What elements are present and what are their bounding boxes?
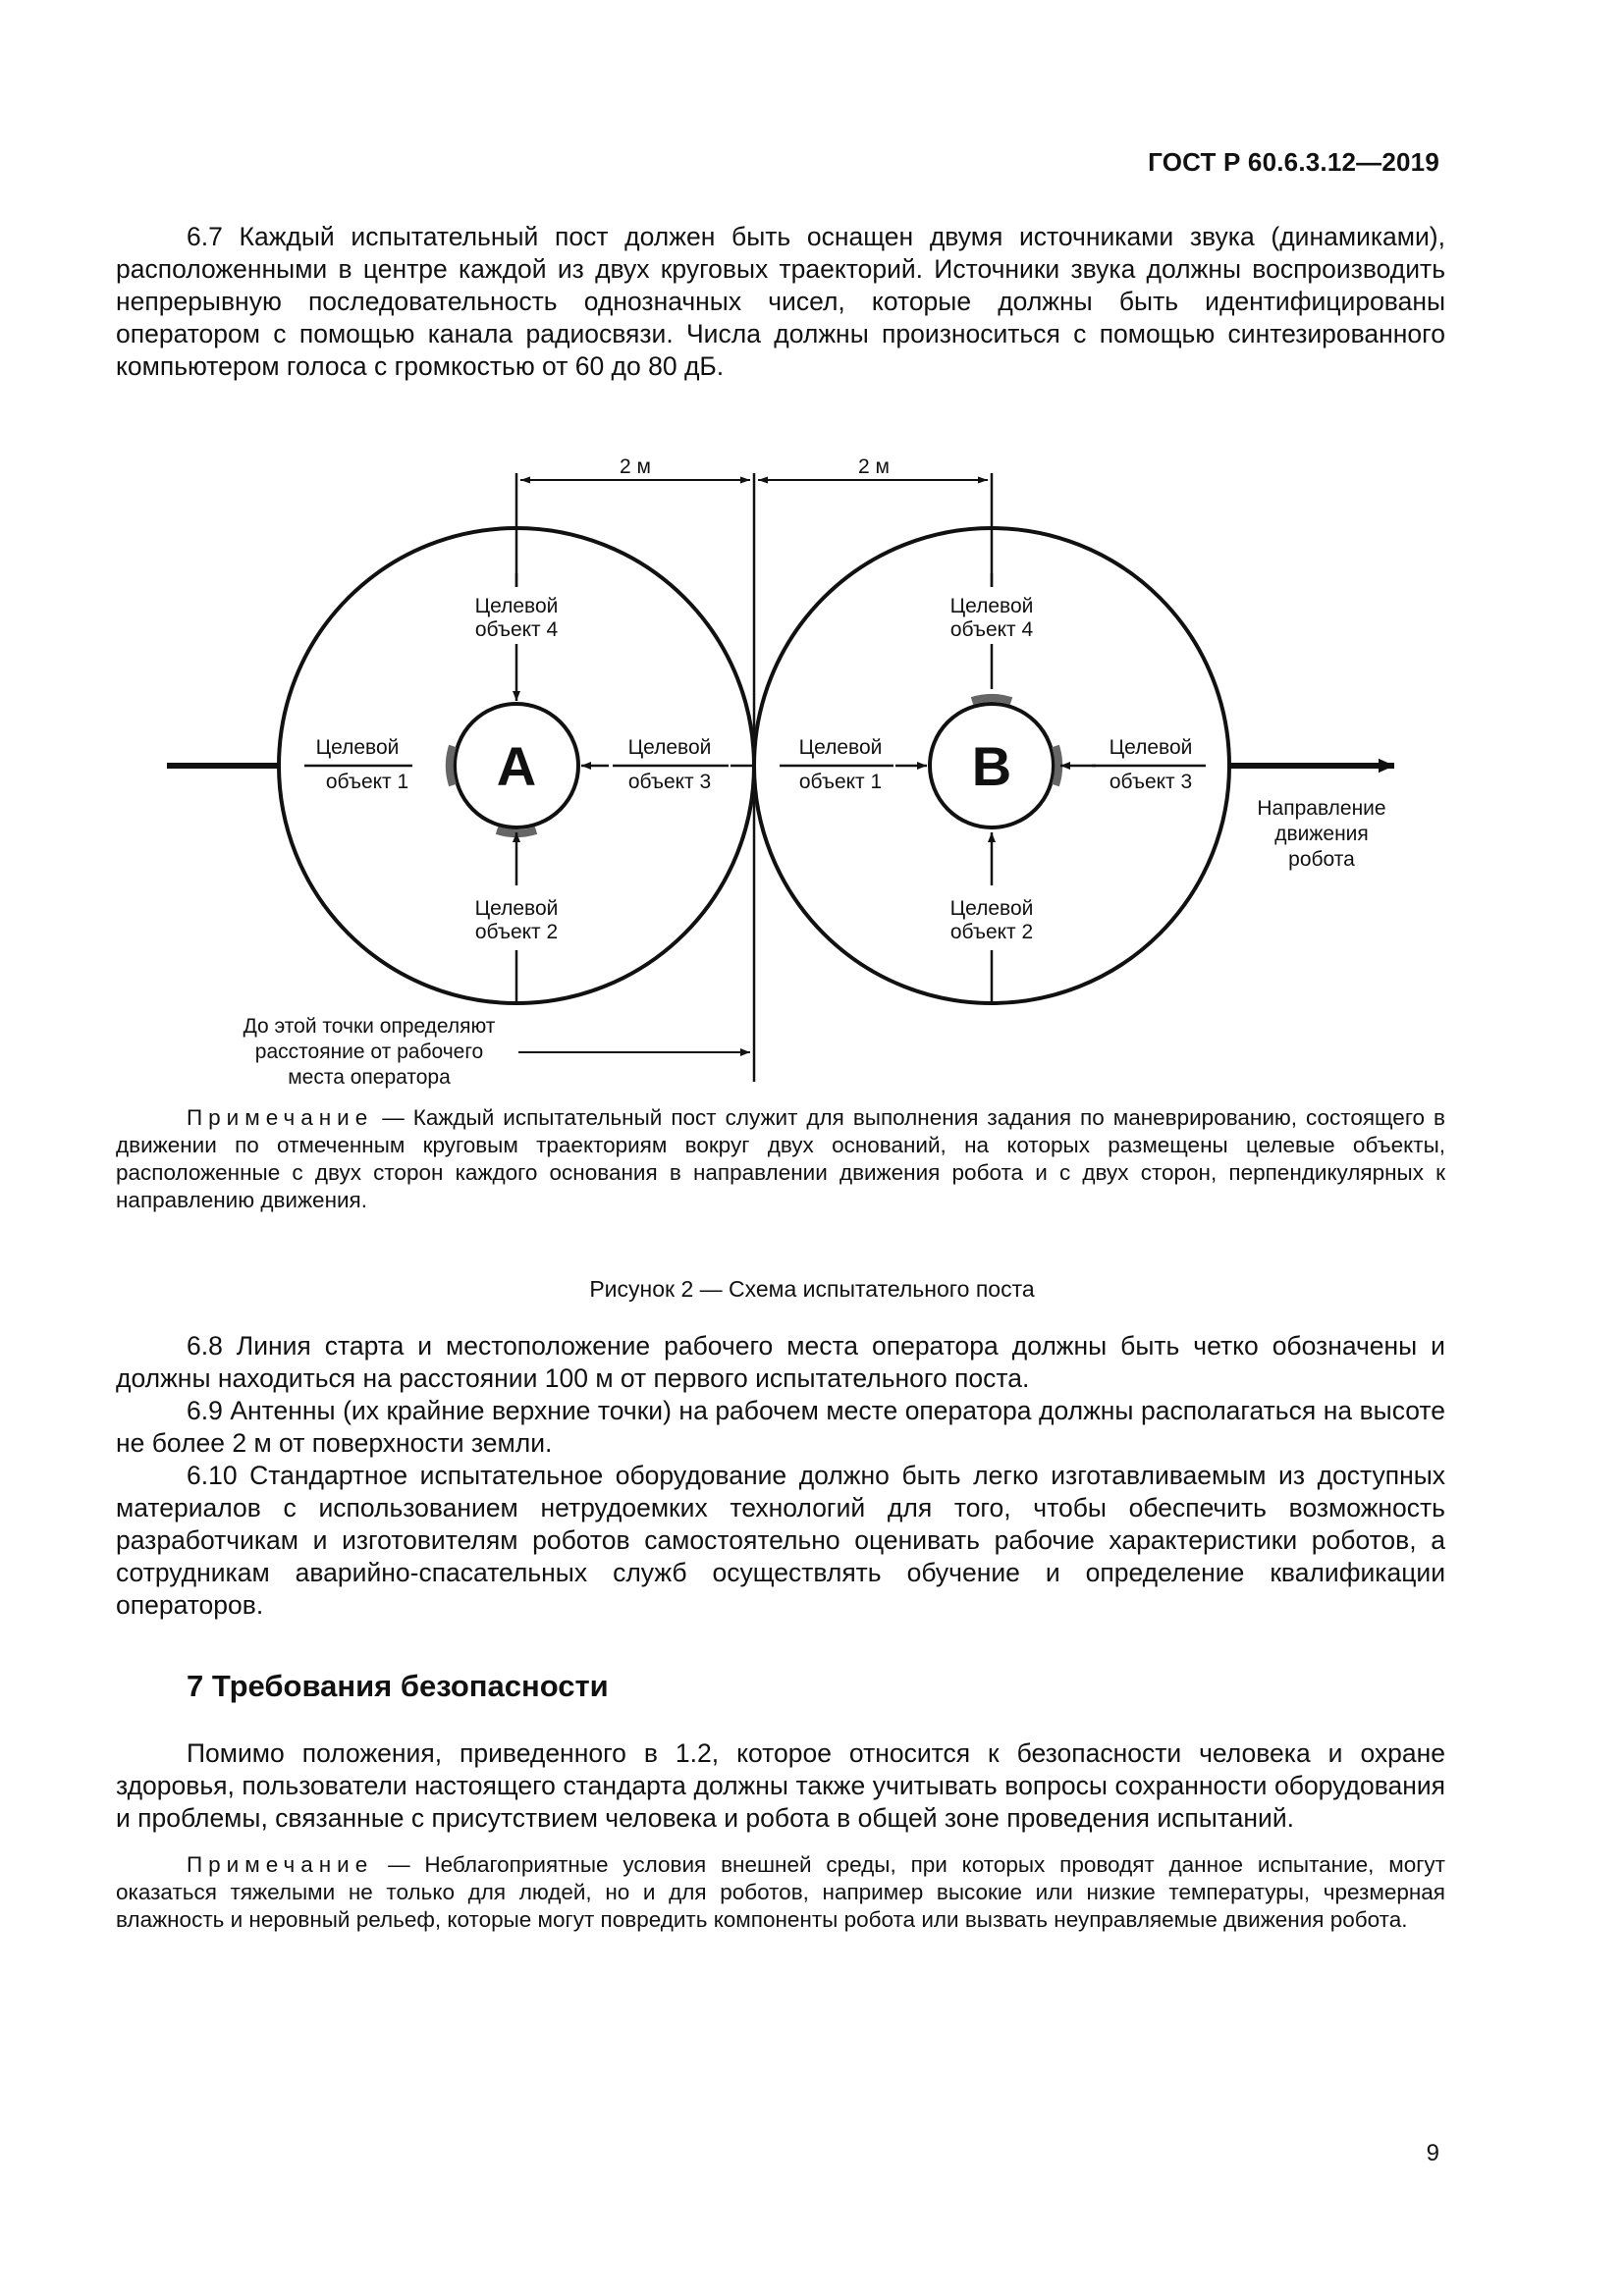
label-a-target1-word: Целевой [315,736,400,759]
section-7-note-text: — Неблагоприятные условия внешней среды, при которых проводят данное испытание, могут оказаться тяжелыми не только для людей, но и для роботов, например высокие или низкие температуры, чрезмерная влажность и неровный рельеф, которые могут повредить компоненты робота или вызвать неуправляемые движения робота. [116,1852,1445,1932]
target-marker-b-right [1056,746,1058,785]
dim-label-left: 2 м [620,455,651,478]
label-b-target2: объект 2 [949,921,1034,943]
paragraph-6-8: 6.8 Линия старта и местоположение рабочего места оператора должны быть четко обозначены и должны находиться на расстоянии 100 м от первого испытательного поста. [116,1331,1445,1393]
direction-label-line3: робота [1288,848,1355,871]
label-a-target4-word: Целевой [474,595,559,617]
direction-label-line2: движения [1274,823,1369,845]
document-header: ГОСТ Р 60.6.3.12—2019 [1148,147,1439,177]
target-marker-b-top [972,698,1011,701]
label-b-target3-word: Целевой [1109,736,1193,759]
operator-label-line3: места оператора [288,1066,451,1089]
label-a-target2-word: Целевой [474,897,559,920]
paragraph-6-7 [116,221,1445,383]
label-a-target1: объект 1 [325,771,409,793]
page-number: 9 [1426,2140,1439,2166]
figure-caption: Рисунок 2 — Схема испытательного поста [589,1276,1035,1302]
operator-label-line2: расстояние от рабочего [254,1041,484,1063]
section-7-paragraph [116,1737,1445,1835]
figure-note [116,1104,1445,1214]
label-b-target1: объект 1 [798,771,883,793]
figure-note-text: — Каждый испытательный пост служит для выполнения задания по маневрированию, состоящего в движении по отмеченным круговым траекториям вокруг двух оснований, на которых размещены целевые объекты, расположенные с двух сторон каждого основания в направлении движения робота и с двух сторон, перпендикулярных к направлению движения. [116,1105,1445,1212]
section-7-note-label: Примечание [187,1852,374,1877]
figure-note-label: Примечание [187,1105,374,1130]
paragraph-6-10: 6.10 Стандартное испытательное оборудование должно быть легко изготавливаемым из доступных материалов с использованием нетрудоемких технологий для того, чтобы обеспечить возможность разработчикам и изготовителям роботов самостоятельно оценивать рабочие характеристики роботов, а сотрудникам аварийно-спасательных служб осуществлять обучение и определение квалификации операторов. [116,1461,1445,1620]
dim-label-right: 2 м [858,455,890,478]
label-b-target2-word: Целевой [949,897,1034,920]
base-b-label: B [971,735,1012,797]
paragraphs-6-8-to-6-10 [116,1330,1445,1622]
operator-label-line1: До этой точки определяют [243,1015,496,1038]
base-a-label: A [496,735,537,797]
paragraph-6-7-text: 6.7 Каждый испытательный пост должен быть оснащен двумя источниками звука (динамиками), расположенными в центре каждой из двух круговых траекторий. Источники звука должны воспроизводить непрерывную последовательность однозначных чисел, которые должны быть идентифицированы оператором с помощью канала радиосвязи. Числа должны произноситься с помощью синтезированного компьютером голоса с громкостью от 60 до 80 дБ. [116,222,1445,381]
label-b-target1-word: Целевой [798,736,883,759]
label-b-target3: объект 3 [1109,771,1193,793]
figure-test-station-diagram [0,422,1624,1099]
direction-label-line1: Направление [1257,797,1386,820]
target-marker-a-left [450,746,453,785]
section-7-heading: 7 Требования безопасности [187,1669,609,1703]
label-a-target3: объект 3 [627,771,712,793]
paragraph-6-9: 6.9 Антенны (их крайние верхние точки) на рабочем месте оператора должны располагаться на высоте не более 2 м от поверхности земли. [116,1396,1445,1458]
label-b-target4-word: Целевой [949,595,1034,617]
label-a-target4: объект 4 [474,618,559,641]
section-7-paragraph-text: Помимо положения, приведенного в 1.2, которое относится к безопасности человека и охране здоровья, пользователи настоящего стандарта должны также учитывать вопросы сохранности оборудования и проблемы, связанные с присутствием человека и робота в общей зоне проведения испытаний. [116,1738,1445,1833]
label-a-target3-word: Целевой [627,736,712,759]
label-a-target2: объект 2 [474,921,559,943]
section-7-note [116,1851,1445,1934]
label-b-target4: объект 4 [949,618,1034,641]
